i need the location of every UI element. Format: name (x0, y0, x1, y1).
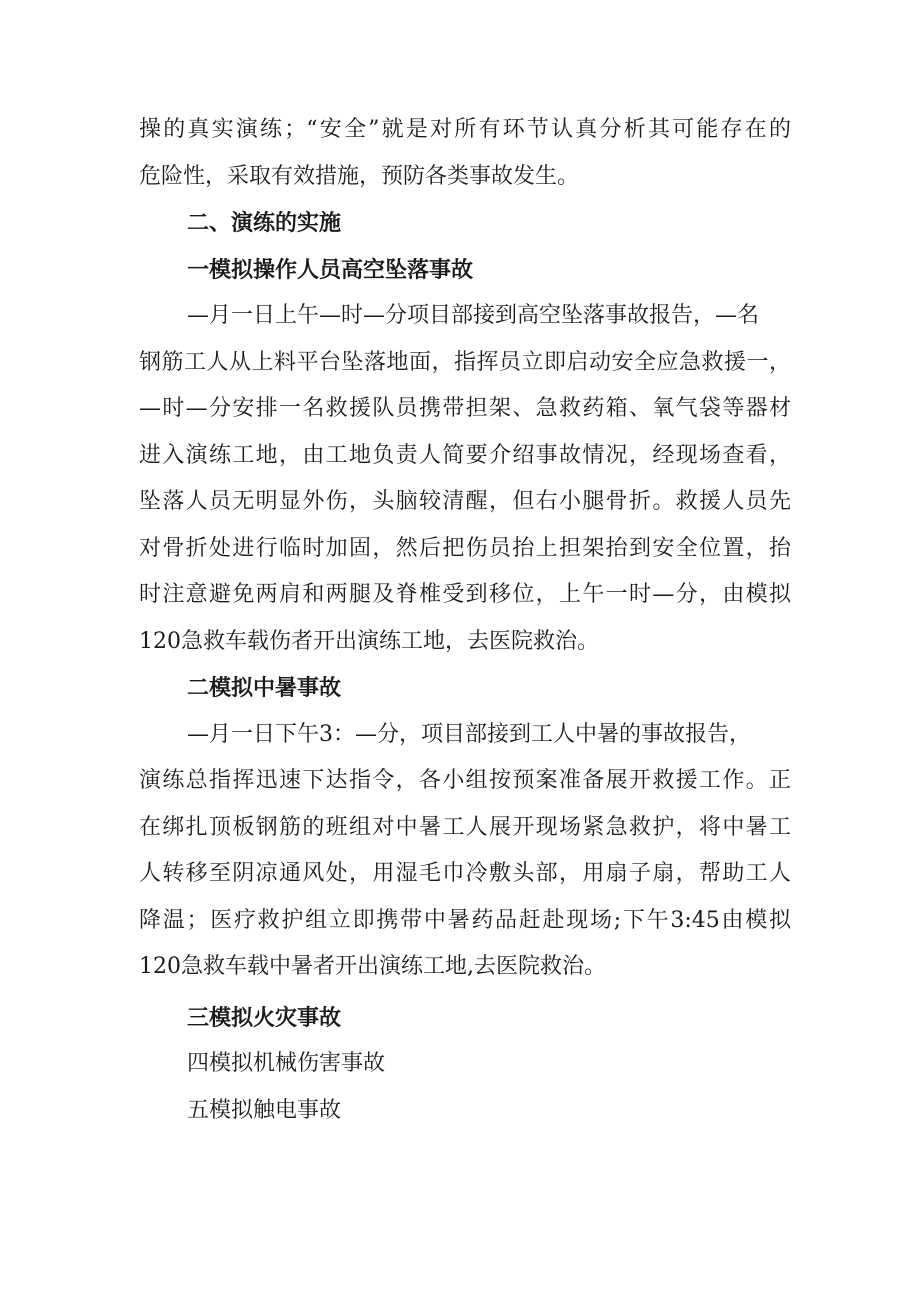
heatstroke-paragraph-line-6: 120急救车载中暑者开出演练工地,去医院救治。 (139, 954, 606, 979)
heatstroke-paragraph-line-4: 人转移至阴凉通风处，用湿毛巾冷敷头部，用扇子扇，帮助工人 (139, 861, 791, 886)
fall-paragraph-line-3: —时—分安排一名救援队员携带担架、急救药箱、氧气袋等器材 (139, 396, 791, 421)
fall-paragraph-line-2: 钢筋工人从上料平台坠落地面，指挥员立即启动安全应急救援一， (139, 349, 791, 375)
intro-line-2: 危险性，采取有效措施，预防各类事故发生。 (139, 163, 580, 189)
fall-paragraph-line-6: 对骨折处进行临时加固，然后把伤员抬上担架抬到安全位置，抬 (139, 535, 791, 561)
fall-paragraph-line-5: 坠落人员无明显外伤，头脑较清醒，但右小腿骨折。救援人员先 (139, 489, 791, 514)
subsection-heading-machinery: 四模拟机械伤害事故 (187, 1051, 386, 1076)
heatstroke-paragraph-line-1: —月一日下午3：—分，项目部接到工人中暑的事故报告， (187, 721, 751, 747)
subsection-heading-fall: 一模拟操作人员高空坠落事故 (187, 256, 474, 283)
heatstroke-paragraph-line-2: 演练总指挥迅速下达指令，各小组按预案准备展开救援工作。正 (139, 768, 791, 793)
document-page (139, 107, 799, 1134)
fall-paragraph-line-8: 120急救车载伤者开出演练工地，去医院救治。 (139, 628, 599, 654)
subsection-heading-electric-shock: 五模拟触电事故 (187, 1097, 342, 1123)
intro-line-1: 操的真实演练；“安全”就是对所有环节认真分析其可能存在的 (139, 117, 791, 142)
fall-paragraph-line-4: 进入演练工地，由工地负责人简要介绍事故情况，经现场查看， (139, 442, 791, 468)
fall-paragraph-line-7: 时注意避免两肩和两腿及脊椎受到移位，上午一时—分，由模拟 (139, 582, 791, 607)
heatstroke-paragraph-line-3: 在绑扎顶板钢筋的班组对中暑工人展开现场紧急救护，将中暑工 (139, 814, 791, 840)
fall-paragraph-line-1: —月一日上午—时—分项目部接到高空坠落事故报告，—名 (187, 303, 760, 328)
section-heading-implementation: 二、演练的实施 (187, 210, 342, 236)
subsection-heading-fire: 三模拟火灾事故 (187, 1004, 342, 1031)
heatstroke-paragraph-line-5: 降温；医疗救护组立即携带中暑药品赶赴现场;下午3:45由模拟 (139, 907, 791, 933)
subsection-heading-heatstroke: 二模拟中暑事故 (187, 675, 342, 701)
